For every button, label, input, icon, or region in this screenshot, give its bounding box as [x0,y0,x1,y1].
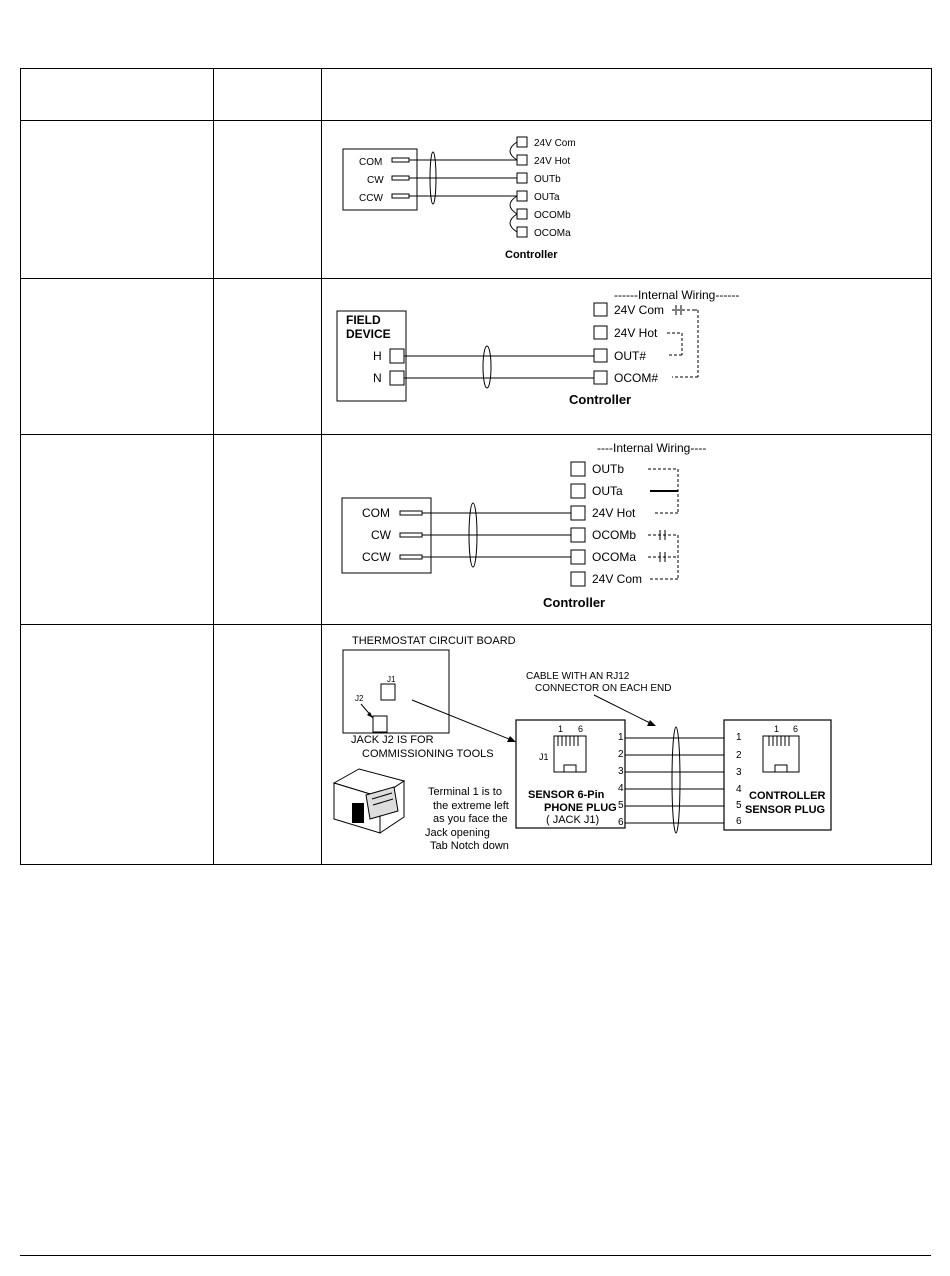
terminal-label: 24V Com [614,303,665,317]
terminal-label: OUTb [592,462,625,476]
controller-label: Controller [505,249,558,261]
actuator-terminal-label: CW [371,528,391,542]
j2-label: J2 [355,694,364,703]
wiring-table [20,68,932,865]
device-terminal-label: N [373,371,382,385]
pin-label: 6 [736,816,742,827]
pin-label: 1 [618,732,624,743]
terminal-label: 24V Com [534,138,576,149]
terminal-label: OCOMb [534,210,571,221]
terminal-box [517,227,527,237]
row-cell-1 [21,121,214,279]
rj12-jack-icon [334,769,404,833]
row-cell-2 [214,121,322,279]
jack-j1 [381,684,395,700]
terminal-label: 24V Com [592,572,643,586]
terminal-box [571,572,585,586]
diagram-cell [322,279,932,435]
controller-plug-label: CONTROLLER [749,790,826,802]
floating-actuator-wiring-diagram [322,121,930,273]
terminal-note: Tab Notch down [430,840,509,852]
terminal-box [594,326,607,339]
field-device-title: DEVICE [346,327,391,341]
terminal-note: as you face the [433,813,508,825]
terminal-label: OCOMb [592,528,637,542]
terminal-label: OUTa [592,484,623,498]
sensor-plug-label: PHONE PLUG [544,802,617,814]
actuator-terminal-label: COM [359,157,383,168]
terminal-box [390,371,404,385]
terminal-box [571,528,585,542]
terminal-box [594,303,607,316]
row-cell-1 [21,625,214,865]
thermostat-board [343,650,449,733]
pin-number: 1 [558,724,564,734]
cable-bundle-icon [483,346,491,388]
pin-label: 6 [618,817,624,828]
pin-label: 1 [736,732,742,743]
pin-number: 1 [774,724,780,734]
controller-label: Controller [569,392,632,407]
internal-wiring-label: ------Internal Wiring------ [614,288,740,302]
terminal-box [517,155,527,165]
row-cell-1 [21,279,214,435]
pin-label: 5 [618,800,624,811]
table-row [21,121,932,279]
j1-label: J1 [387,675,396,684]
pin-number: 6 [793,724,799,734]
actuator-terminal-label: CW [367,175,384,186]
field-device-title: FIELD [346,313,381,327]
footer-rule [20,1255,931,1256]
terminal-box [390,349,404,363]
pin-label: 2 [618,749,624,760]
rj12-socket-icon [763,736,799,772]
row-cell-2 [214,435,322,625]
pin-label: 2 [736,750,742,761]
sensor-cable-diagram [322,625,930,859]
terminal-box [571,550,585,564]
pin-label: 4 [618,783,624,794]
table-row [21,279,932,435]
internal-wiring-actuator-diagram [322,435,930,619]
rj12-socket-icon [554,736,586,772]
row-cell-2 [214,279,322,435]
header-row [21,69,932,121]
diagram-cell [322,121,932,279]
internal-wiring-label: ----Internal Wiring---- [597,441,707,455]
terminal-label: 24V Hot [614,326,658,340]
row-cell-2 [214,625,322,865]
terminal-note: Jack opening [425,827,490,839]
header-cell-3 [322,69,932,121]
actuator-terminal-label: COM [362,506,390,520]
pin-number: 6 [578,724,584,734]
header-cell-1 [21,69,214,121]
terminal-label: OCOM# [614,371,659,385]
diagram-cell [322,625,932,865]
terminal-box [517,137,527,147]
terminal-note: Terminal 1 is to [428,786,502,798]
terminal-label: OCOMa [534,228,571,239]
controller-label: Controller [543,595,606,610]
terminal-label: 24V Hot [534,156,571,167]
terminal-box [517,191,527,201]
controller-plug-label: SENSOR PLUG [745,804,826,816]
jack-note: JACK J2 IS FOR [351,734,434,746]
diagram-cell [322,435,932,625]
row-cell-1 [21,435,214,625]
cable-note: CONNECTOR ON EACH END [535,683,672,694]
pin-label: 5 [736,800,742,811]
terminal-note: the extreme left [433,800,509,812]
field-device-wiring-diagram [322,279,930,429]
terminal-box [594,349,607,362]
pin-label: 3 [618,766,624,777]
terminal-box [571,462,585,476]
jack-note: COMMISSIONING TOOLS [362,748,494,760]
table-row [21,625,932,865]
pin-label: 3 [736,767,742,778]
cable-bundle-icon [672,727,680,833]
cable-note: CABLE WITH AN RJ12 [526,671,630,682]
terminal-label: OUTa [534,192,560,203]
table-row [21,435,932,625]
sensor-j1-label: J1 [539,752,549,762]
jack-j2 [373,716,387,732]
actuator-terminal-label: CCW [359,193,383,204]
header-cell-2 [214,69,322,121]
terminal-box [517,173,527,183]
sensor-plug-label: SENSOR 6-Pin [528,789,605,801]
device-terminal-label: H [373,349,382,363]
terminal-label: OCOMa [592,550,637,564]
sensor-plug-label: ( JACK J1) [546,814,600,826]
terminal-box [571,506,585,520]
terminal-box [594,371,607,384]
actuator-terminal-label: CCW [362,550,391,564]
terminal-label: OUTb [534,174,561,185]
terminal-label: OUT# [614,349,647,363]
pin-label: 4 [736,784,742,795]
terminal-label: 24V Hot [592,506,636,520]
terminal-box [571,484,585,498]
board-title: THERMOSTAT CIRCUIT BOARD [352,635,516,647]
terminal-box [517,209,527,219]
